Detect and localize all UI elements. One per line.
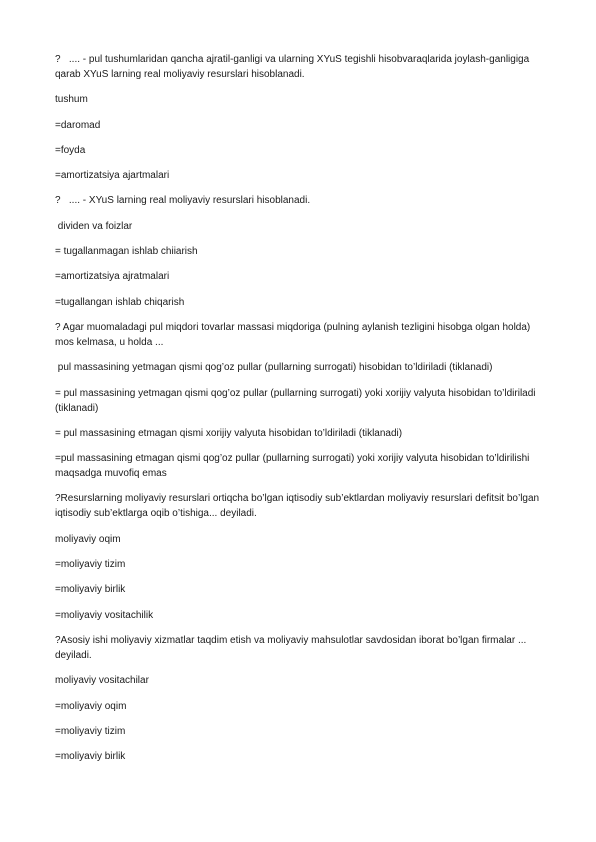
document-page [55,52,545,774]
answer-option: =moliyaviy birlik [55,584,126,596]
answer-option: =tugallangan ishlab chiqarish [55,296,185,308]
answer-option: =moliyaviy tizim [55,559,126,571]
question-1-text: ? .... - pul tushumlaridan qancha ajratil-ganligi va ularning XYuS tegishli hisobvaraqlarida joylash-ganligiga qarab XYuS larning real moliyaviy resurslari hisoblanadi. [55,54,532,80]
answer-correct: pul massasining yetmagan qismi qog’oz pullar (pullarning surrogati) hisobidan to’ldiriladi (tiklanadi) [55,362,493,374]
answer-option: =foyda [55,144,86,156]
answer-option: = pul massasining yetmagan qismi qog’oz pullar (pullarning surrogati) yoki xorijiy valyuta hisobidan to’ldiriladi (tiklanadi) [55,387,539,414]
answer-correct: moliyaviy vositachilar [55,675,149,687]
answer-option: = tugallanmagan ishlab chiiarish [55,246,198,258]
answer-correct: tushum [55,94,88,106]
answer-option: =amortizatsiya ajratmalari [55,271,170,283]
answer-option: =moliyaviy oqim [55,700,127,712]
answer-option: =pul massasining etmagan qismi qog’oz pullar (pullarning surrogati) yoki xorijiy valyuta hisobidan to’ldirilishi maqsadga muvofiq emas [55,453,533,480]
answer-correct: dividen va foizlar [55,220,133,232]
answer-option: = pul massasining etmagan qismi xorijiy valyuta hisobidan to’ldiriladi (tiklanadi) [55,427,403,439]
answer-option: =amortizatsiya ajartmalari [55,170,170,182]
answer-option: =daromad [55,119,101,131]
answer-option: =moliyaviy vositachilik [55,609,154,621]
question-4-text: ?Resurslarning moliyaviy resurslari ortiqcha bo’lgan iqtisodiy sub’ektlardan moliyaviy resurslari defitsit bo’lgan iqtisodiy sub’ektlarga oqib o’tishiga... deyiladi. [55,493,542,520]
question-3-text: ? Agar muomaladagi pul miqdori tovarlar massasi miqdoriga (pulning aylanish tezligini hisobga olgan holda) mos kelmasa, u holda ... [55,321,534,348]
question-5-text: ?Asosiy ishi moliyaviy xizmatlar taqdim etish va moliyaviy mahsulotlar savdosidan iborat bo’lgan firmalar ... deyiladi. [55,634,530,661]
answer-correct: moliyaviy oqim [55,533,121,545]
question-2-text: ? .... - XYuS larning real moliyaviy resurslari hisoblanadi. [55,195,311,207]
answer-option: =moliyaviy tizim [55,725,126,737]
answer-option: =moliyaviy birlik [55,751,126,763]
